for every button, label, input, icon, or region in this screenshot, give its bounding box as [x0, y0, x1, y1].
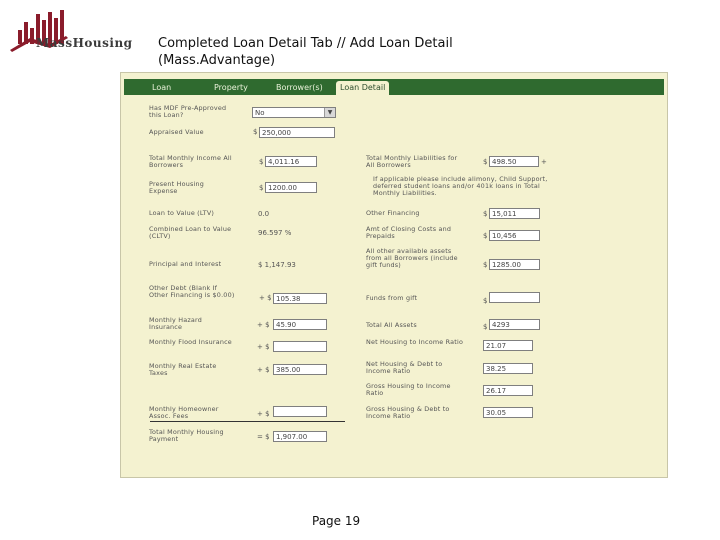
loan-detail-panel: [120, 72, 668, 478]
page-number: Page 19: [312, 514, 361, 528]
dollar-sign: $: [483, 261, 488, 269]
total-income-label: Total Monthly Income All Borrowers: [149, 154, 232, 170]
title-line-2: (Mass.Advantage): [158, 53, 276, 68]
net-housing-debt-field[interactable]: 38.25: [483, 363, 533, 374]
equals-dollar-sign: = $: [257, 433, 270, 441]
net-housing-field[interactable]: 21.07: [483, 340, 533, 351]
tab-loan[interactable]: Loan: [152, 83, 172, 92]
cltv-label: Combined Loan to Value (CLTV): [149, 225, 232, 241]
appraised-value-label: Appraised Value: [149, 128, 204, 136]
net-housing-debt-label: Net Housing & Debt to Income Ratio: [366, 360, 443, 376]
total-housing-label: Total Monthly Housing Payment: [149, 428, 224, 444]
hazard-label: Monthly Hazard Insurance: [149, 316, 202, 332]
tab-borrowers[interactable]: Borrower(s): [276, 83, 323, 92]
dollar-sign: $: [253, 128, 258, 136]
dollar-sign: $: [483, 297, 488, 305]
plus-dollar-sign: + $: [257, 321, 270, 329]
other-assets-label: All other available assets from all Borrowers (include gift funds): [366, 247, 458, 270]
cltv-value: 96.597 %: [258, 229, 292, 237]
ltv-label: Loan to Value (LTV): [149, 209, 215, 217]
page-title: [158, 35, 453, 69]
mortgage-approved-select[interactable]: [252, 107, 336, 118]
flood-field[interactable]: [273, 341, 327, 352]
hoa-field[interactable]: [273, 406, 327, 417]
tab-property[interactable]: Property: [214, 83, 248, 92]
dollar-sign: $: [483, 158, 488, 166]
appraised-value-field[interactable]: 250,000: [259, 127, 335, 138]
total-income-field[interactable]: 4,011.16: [265, 156, 317, 167]
plus-dollar-sign: + $: [257, 343, 270, 351]
dollar-sign: $: [483, 232, 488, 240]
tab-bar: [124, 79, 664, 95]
dollar-sign: $: [259, 158, 264, 166]
taxes-field[interactable]: 385.00: [273, 364, 327, 375]
mortgage-approved-value: No: [255, 109, 265, 117]
ltv-value: 0.0: [258, 210, 270, 218]
other-financing-label: Other Financing: [366, 209, 420, 217]
present-housing-field[interactable]: 1200.00: [265, 182, 317, 193]
present-housing-label: Present Housing Expense: [149, 180, 204, 196]
hoa-label: Monthly Homeowner Assoc. Fees: [149, 405, 219, 421]
other-financing-field[interactable]: 15,011: [489, 208, 540, 219]
plus-dollar-sign: + $: [259, 294, 272, 302]
closing-costs-field[interactable]: 10,456: [489, 230, 540, 241]
plus-dollar-sign: + $: [257, 366, 270, 374]
total-housing-field[interactable]: 1,907.00: [273, 431, 327, 442]
liabilities-note: If applicable please include alimony, Child Support, deferred student loans and/or 401k loans in Total Monthly Liabilities.: [373, 175, 548, 198]
dollar-sign: $: [483, 210, 488, 218]
total-assets-field[interactable]: 4293: [489, 319, 540, 330]
gift-funds-field[interactable]: [489, 292, 540, 303]
tab-loan-detail[interactable]: Loan Detail: [336, 81, 389, 95]
dollar-sign: $: [259, 184, 264, 192]
mortgage-approved-label: Has MDF Pre-Approved this Loan?: [149, 104, 227, 120]
gross-housing-field[interactable]: 26.17: [483, 385, 533, 396]
other-debt-field[interactable]: 105.38: [273, 293, 327, 304]
total-separator-rule: [150, 421, 345, 422]
total-liabilities-field[interactable]: 498.50: [489, 156, 539, 167]
taxes-label: Monthly Real Estate Taxes: [149, 362, 217, 378]
gross-housing-debt-field[interactable]: 30.05: [483, 407, 533, 418]
closing-costs-label: Amt of Closing Costs and Prepaids: [366, 225, 452, 241]
gross-housing-label: Gross Housing to Income Ratio: [366, 382, 451, 398]
hazard-field[interactable]: 45.90: [273, 319, 327, 330]
flood-label: Monthly Flood Insurance: [149, 338, 232, 346]
other-assets-field[interactable]: 1285.00: [489, 259, 540, 270]
pi-value: $ 1,147.93: [258, 261, 296, 269]
title-line-1: Completed Loan Detail Tab // Add Loan Detail: [158, 36, 453, 51]
plus-sign: +: [541, 158, 547, 166]
total-assets-label: Total All Assets: [366, 321, 417, 329]
plus-dollar-sign: + $: [257, 410, 270, 418]
pi-label: Principal and Interest: [149, 260, 222, 268]
total-liabilities-label: Total Monthly Liabilities for All Borrowers: [366, 154, 458, 170]
gift-funds-label: Funds from gift: [366, 294, 418, 302]
net-housing-label: Net Housing to Income Ratio: [366, 338, 464, 346]
chevron-down-icon: ▼: [324, 108, 335, 117]
dollar-sign: $: [483, 323, 488, 331]
gross-housing-debt-label: Gross Housing & Debt to Income Ratio: [366, 405, 450, 421]
logo-text: MassHousing: [36, 36, 133, 50]
other-debt-label: Other Debt (Blank If Other Financing is $0.00): [149, 284, 235, 300]
